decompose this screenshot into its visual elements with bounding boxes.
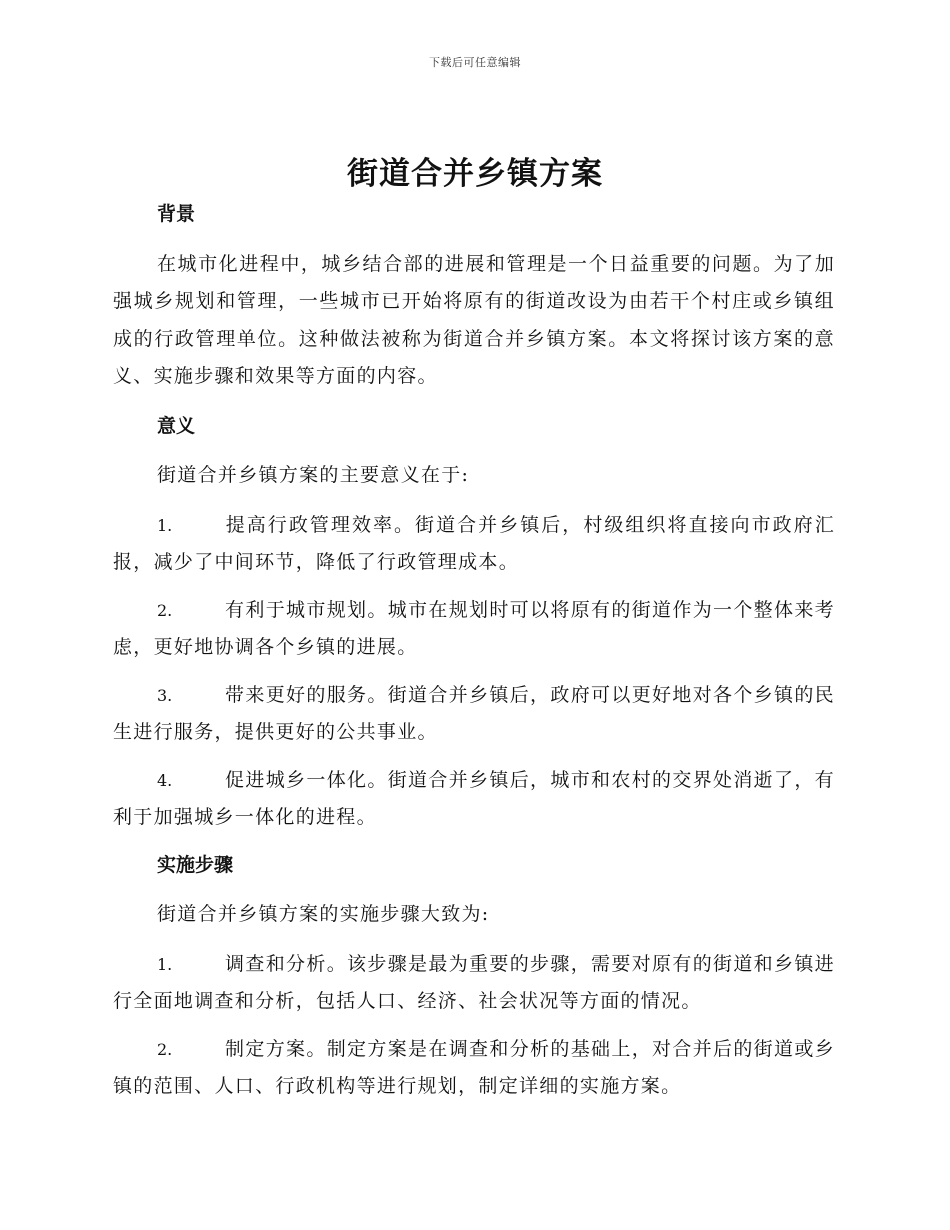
document-title: 街道合并乡镇方案 [347, 156, 603, 192]
list-number: 1. [157, 515, 173, 535]
significance-item-4 [113, 762, 835, 837]
list-number: 2. [157, 600, 173, 620]
background-paragraph: 在城市化进程中，城乡结合部的进展和管理是一个日益重要的问题。为了加强城乡规划和管理，一些城市已开始将原有的街道改设为由若干个村庄或乡镇组成的行政管理单位。这种做法被称为街道合并乡镇方案。本文将探讨该方案的意义、实施步骤和效果等方面的内容。 [113, 252, 835, 387]
list-number: 3. [157, 685, 173, 705]
significance-item-3 [113, 677, 835, 752]
significance-intro: 街道合并乡镇方案的主要意义在于: [157, 464, 470, 486]
list-number: 2. [157, 1039, 173, 1059]
list-item-text: 有利于城市规划。城市在规划时可以将原有的街道作为一个整体来考虑，更好地协调各个乡镇的进展。 [113, 598, 835, 658]
page-header-note: 下载后可任意编辑 [429, 56, 521, 69]
list-item-text: 促进城乡一体化。街道合并乡镇后，城市和农村的交界处消逝了，有利于加强城乡一体化的进程。 [113, 768, 835, 828]
list-item-text: 制定方案。制定方案是在调查和分析的基础上，对合并后的街道或乡镇的范围、人口、行政机构等进行规划，制定详细的实施方案。 [113, 1037, 835, 1097]
section-heading-steps: 实施步骤 [157, 853, 234, 876]
significance-item-2 [113, 592, 835, 667]
list-item-text: 提高行政管理效率。街道合并乡镇后，村级组织将直接向市政府汇报，减少了中间环节，降低了行政管理成本。 [113, 513, 835, 573]
list-item-text: 带来更好的服务。街道合并乡镇后，政府可以更好地对各个乡镇的民生进行服务，提供更好的公共事业。 [113, 683, 835, 743]
list-item-text: 调查和分析。该步骤是最为重要的步骤，需要对原有的街道和乡镇进行全面地调查和分析，包括人口、经济、社会状况等方面的情况。 [113, 952, 835, 1012]
section-heading-background: 背景 [157, 203, 196, 225]
section-heading-significance: 意义 [157, 414, 196, 437]
list-number: 4. [157, 770, 173, 790]
significance-item-1 [113, 507, 835, 582]
steps-intro: 街道合并乡镇方案的实施步骤大致为: [157, 903, 490, 925]
steps-item-1 [113, 946, 835, 1021]
document-body [113, 196, 835, 1116]
steps-item-2 [113, 1031, 835, 1106]
list-number: 1. [157, 954, 173, 974]
